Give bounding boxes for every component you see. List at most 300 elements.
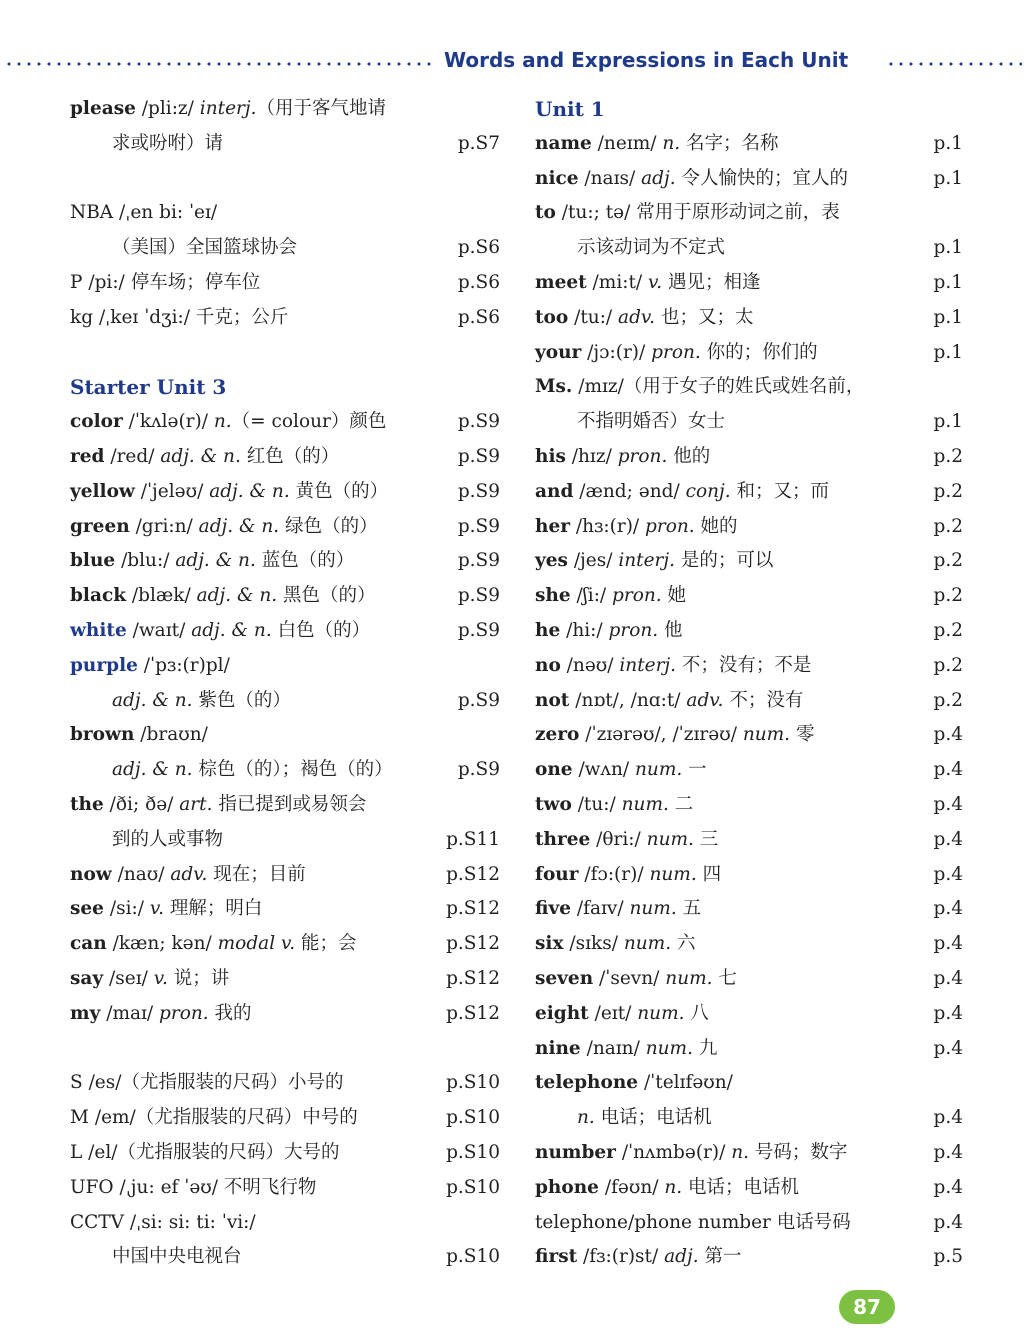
vocab-entry (70, 858, 500, 893)
entry-definition: 遇见；相逢 (662, 271, 761, 293)
entry-phonetic: /ˈjeləʊ/ (134, 480, 210, 502)
vocab-entry (535, 510, 963, 545)
entry-definition: 电话；电话机 (594, 1107, 712, 1129)
entry-part-of-speech: num. (637, 1002, 685, 1024)
entry-word: zero (535, 724, 580, 746)
entry-part-of-speech: num. (646, 828, 694, 850)
entry-definition: 电话号码 (776, 1211, 851, 1233)
vocab-entry (535, 301, 963, 336)
entry-word: nice (535, 167, 579, 189)
entry-definition: 说；讲 (167, 967, 230, 989)
vocab-entry (535, 127, 963, 162)
entry-phonetic: /blæk/ (126, 585, 197, 607)
vocab-entry (535, 718, 963, 753)
entry-definition: 名字；名称 (680, 132, 779, 154)
entry-definition: 号码；数字 (749, 1141, 848, 1163)
entry-page-ref: p.4 (933, 1141, 963, 1163)
entry-page-ref: p.4 (933, 933, 963, 955)
entry-page-ref: p.S9 (457, 411, 500, 433)
blank-line (70, 1032, 500, 1067)
entry-part-of-speech: interj. (199, 98, 257, 119)
entry-word: she (535, 585, 571, 607)
entry-definition: 蓝色（的） (255, 550, 355, 572)
vocab-entry (535, 858, 963, 893)
entry-part-of-speech: pron. (612, 585, 662, 607)
vocab-entry (535, 997, 963, 1032)
entry-page-ref: p.1 (933, 341, 963, 363)
entry-definition: 零 (790, 724, 815, 746)
entry-page-ref: p.2 (933, 445, 963, 467)
blank-line (70, 336, 500, 371)
entry-part-of-speech: num. (742, 724, 791, 746)
entry-word: NBA (70, 202, 114, 224)
entry-part-of-speech: adj. & n. (198, 515, 280, 537)
vocab-entry (70, 892, 500, 927)
entry-continuation (535, 1101, 963, 1136)
vocab-entry (70, 614, 500, 649)
entry-definition: 和；又；而 (730, 480, 829, 502)
page-number-badge: 87 (839, 1290, 895, 1324)
entry-definition: 六 (671, 933, 696, 955)
entry-phonetic: /seɪ/ (103, 967, 154, 989)
entry-phonetic: /waɪt/ (126, 619, 192, 641)
entry-page-ref: p.2 (933, 550, 963, 572)
entry-part-of-speech: num. (645, 1037, 693, 1059)
unit-heading-text: Unit 1 (535, 97, 605, 121)
entry-part-of-speech: adj. & n. (209, 480, 290, 502)
vocab-entry (70, 649, 500, 684)
entry-definition: 黑色（的） (277, 585, 376, 607)
entry-part-of-speech: n. (731, 1141, 750, 1163)
entry-part-of-speech: v. (648, 271, 663, 293)
entry-definition: 是的；可以 (675, 550, 774, 572)
entry-word: yellow (70, 480, 135, 502)
entry-phonetic: /maɪ/ (100, 1002, 160, 1024)
entry-definition: 八 (684, 1002, 709, 1024)
entry-definition: 一 (682, 759, 707, 781)
entry-definition: 不明飞行物 (223, 1176, 317, 1198)
entry-part-of-speech: pron. (651, 341, 701, 363)
entry-definition: 不指明婚否）女士 (577, 411, 726, 433)
entry-page-ref: p.S12 (446, 863, 500, 885)
entry-part-of-speech: conj. (685, 480, 731, 502)
entry-phonetic: /si:/ (103, 898, 150, 920)
entry-phonetic: /ˈpɜ:(r)pl/ (137, 654, 230, 676)
entry-definition: 四 (696, 863, 722, 885)
entry-word: color (70, 411, 123, 433)
entry-definition: 现在；目前 (207, 863, 306, 885)
entry-phonetic: /jɔ:(r)/ (581, 341, 652, 363)
vocab-entry (535, 579, 963, 614)
entry-phonetic: /jes/ (567, 550, 619, 572)
entry-definition: 他 (658, 619, 683, 641)
entry-definition: 停车场；停车位 (130, 271, 261, 293)
entry-phonetic: /pli:z/ (135, 98, 200, 119)
vocab-entry (535, 823, 963, 858)
entry-definition: 到的人或事物 (112, 828, 224, 850)
entry-part-of-speech: num. (665, 967, 713, 989)
entry-part-of-speech: num. (649, 863, 697, 885)
entry-part-of-speech: interj. (619, 654, 677, 676)
entry-definition: 常用于原形动词之前，表 (636, 202, 840, 224)
blank-line (70, 162, 500, 197)
entry-definition: 九 (692, 1037, 718, 1059)
entry-word: seven (535, 967, 594, 989)
entry-word: his (535, 445, 566, 467)
entry-page-ref: p.S10 (446, 1141, 500, 1163)
entry-page-ref: p.2 (933, 654, 963, 676)
vocab-entry (70, 1206, 500, 1241)
entry-page-ref: p.S6 (457, 306, 500, 328)
entry-phonetic: /tu:; tə/ (555, 202, 637, 224)
entry-definition: 求或吩咐）请 (112, 132, 224, 154)
entry-word: eight (535, 1002, 589, 1024)
entry-word: purple (70, 654, 138, 676)
entry-word: yes (535, 550, 568, 572)
entry-part-of-speech: pron. (159, 1002, 209, 1024)
entry-word: CCTV (70, 1211, 125, 1233)
entry-phonetic: /neɪm/ (591, 132, 663, 154)
entry-definition: （用于女子的姓氏或姓名前， (623, 376, 865, 398)
entry-word: two (535, 793, 572, 815)
entry-page-ref: p.S10 (446, 1072, 500, 1094)
entry-phonetic: /ˌkeɪ ˈdʒi:/ (93, 306, 196, 328)
entry-word: your (535, 341, 582, 363)
entry-word: phone (535, 1176, 599, 1198)
vocab-entry (535, 962, 963, 997)
entry-phonetic: /ˌen bi: ˈeɪ/ (113, 202, 218, 224)
vocab-entry (70, 440, 500, 475)
entry-definition: 我的 (208, 1002, 252, 1024)
entry-part-of-speech: adv. (170, 863, 208, 885)
vocab-entry (535, 614, 963, 649)
entry-continuation (70, 684, 500, 719)
entry-definition: 不；没有；不是 (676, 654, 812, 676)
entry-definition: 她的 (694, 515, 738, 537)
entry-part-of-speech: n. (577, 1107, 595, 1129)
vocab-entry (535, 370, 963, 405)
entry-definition: （= colour）颜色 (231, 411, 387, 433)
entry-definition: 他的 (667, 445, 711, 467)
entry-word: now (70, 863, 112, 885)
entry-part-of-speech: v. (153, 967, 168, 989)
entry-continuation (70, 231, 500, 266)
entry-definition: 理解；明白 (163, 898, 263, 920)
entry-definition: 千克；公斤 (195, 306, 289, 328)
entry-part-of-speech: v. (149, 898, 164, 920)
entry-phonetic: /fɔ:(r)/ (578, 863, 650, 885)
entry-word: brown (70, 724, 135, 746)
entry-word: nine (535, 1037, 581, 1059)
vocab-entry (535, 1171, 963, 1206)
vocab-entry (535, 544, 963, 579)
entry-page-ref: p.S9 (457, 689, 500, 711)
entry-word: meet (535, 271, 587, 293)
vocab-entry (535, 649, 963, 684)
entry-phonetic: /mɪz/ (572, 376, 624, 398)
entry-phonetic: /gri:n/ (129, 515, 199, 537)
entry-phonetic: /ænd; ənd/ (573, 480, 686, 502)
entry-page-ref: p.4 (933, 1211, 963, 1233)
entry-part-of-speech: art. (179, 793, 213, 815)
entry-word: UFO (70, 1176, 114, 1198)
vocab-entry (70, 405, 500, 440)
entry-continuation (535, 405, 963, 440)
entry-part-of-speech: num. (623, 933, 672, 955)
entry-page-ref: p.S9 (457, 619, 500, 641)
entry-phonetic: /braʊn/ (134, 724, 208, 746)
entry-word: he (535, 619, 561, 641)
entry-page-ref: p.S10 (446, 1246, 500, 1268)
vocab-entry (70, 927, 500, 962)
entry-page-ref: p.4 (933, 1002, 963, 1024)
entry-word: L (70, 1141, 83, 1163)
vocab-entry (535, 892, 963, 927)
entry-phonetic: /wʌn/ (572, 759, 635, 781)
entry-word: first (535, 1246, 578, 1268)
entry-phonetic: /hi:/ (560, 619, 609, 641)
entry-definition: （美国）全国篮球协会 (112, 237, 298, 259)
entry-word: white (70, 619, 127, 641)
entry-part-of-speech: modal v. (217, 933, 296, 955)
vocab-entry (535, 162, 963, 197)
entry-definition: 指已提到或易领会 (212, 793, 367, 815)
entry-part-of-speech: adj. & n. (175, 550, 256, 572)
entry-part-of-speech: adj. & n. (191, 619, 272, 641)
entry-word: green (70, 515, 130, 537)
entry-word: can (70, 933, 107, 955)
vocab-entry (535, 196, 963, 231)
vocab-entry (70, 510, 500, 545)
vocab-entry (535, 440, 963, 475)
entry-part-of-speech: adj. & n. (160, 445, 241, 467)
vocab-entry (70, 1101, 500, 1136)
entry-word: red (70, 445, 105, 467)
entry-phonetic: /ˌsi: si: ti: ˈvi:/ (124, 1211, 256, 1233)
entry-definition: 黄色（的） (289, 480, 389, 502)
vocab-entry (70, 544, 500, 579)
entry-word: S (70, 1072, 83, 1094)
entry-phonetic: /mi:t/ (586, 271, 649, 293)
entry-page-ref: p.1 (933, 132, 963, 154)
entry-phonetic: /pi:/ (82, 271, 131, 293)
entry-page-ref: p.4 (933, 1107, 963, 1129)
entry-phonetic: /ˈnʌmbə(r)/ (615, 1141, 732, 1163)
vocab-entry (70, 92, 500, 127)
entry-definition: 也；又；太 (655, 306, 754, 328)
entry-part-of-speech: adv. (618, 306, 656, 328)
entry-word: black (70, 585, 127, 607)
entry-phonetic: /em/ (88, 1107, 136, 1129)
entry-page-ref: p.S6 (457, 271, 500, 293)
vocab-entry (535, 927, 963, 962)
entry-definition: 棕色（的）；褐色（的） (192, 759, 393, 781)
entry-word: Ms. (535, 376, 573, 398)
entry-part-of-speech: adj. & n. (196, 585, 278, 607)
entry-definition: 她 (661, 585, 687, 607)
entry-page-ref: p.1 (933, 271, 963, 293)
vocab-entry (535, 475, 963, 510)
entry-phonetic: /ʃi:/ (570, 585, 613, 607)
entry-page-ref: p.4 (933, 967, 963, 989)
vocab-entry (70, 962, 500, 997)
vocab-entry (535, 1136, 963, 1171)
entry-phonetic: /es/ (82, 1072, 122, 1094)
entry-definition: 三 (693, 828, 719, 850)
entry-word: to (535, 202, 556, 224)
entry-definition: 绿色（的） (279, 515, 378, 537)
entry-page-ref: p.4 (933, 898, 963, 920)
entry-part-of-speech: pron. (645, 515, 695, 537)
entry-phonetic: /red/ (104, 445, 161, 467)
entry-word: three (535, 828, 591, 850)
entry-page-ref: p.4 (933, 759, 963, 781)
entry-page-ref: p.4 (933, 793, 963, 815)
entry-word: and (535, 480, 574, 502)
entry-word: blue (70, 550, 116, 572)
entry-phonetic: /faɪv/ (570, 898, 630, 920)
entry-definition: （尤指服装的尺码）大号的 (117, 1141, 340, 1163)
entry-page-ref: p.2 (933, 585, 963, 607)
entry-page-ref: p.S12 (446, 933, 500, 955)
entry-page-ref: p.1 (933, 306, 963, 328)
entry-definition: 电话；电话机 (682, 1176, 800, 1198)
vocab-entry (70, 1066, 500, 1101)
entry-phonetic: /fɜ:(r)st/ (577, 1246, 665, 1268)
vocab-entry (535, 788, 963, 823)
entry-part-of-speech: n. (664, 1176, 683, 1198)
entry-part-of-speech: interj. (618, 550, 676, 572)
entry-part-of-speech: num. (621, 793, 669, 815)
entry-word: kg (70, 306, 94, 328)
entry-word: her (535, 515, 570, 537)
entry-word: see (70, 898, 104, 920)
entry-definition: （尤指服装的尺码）小号的 (121, 1072, 344, 1094)
entry-word: telephone/phone number (535, 1211, 771, 1233)
entry-definition: 示该动词为不定式 (577, 237, 726, 259)
entry-word: five (535, 898, 571, 920)
entry-continuation (70, 753, 500, 788)
entry-page-ref: p.S11 (446, 828, 500, 850)
entry-phonetic: /naʊ/ (111, 863, 171, 885)
vocab-entry (70, 301, 500, 336)
entry-definition: 你的；你们的 (700, 341, 818, 363)
entry-page-ref: p.4 (933, 863, 963, 885)
entry-definition: 七 (712, 967, 737, 989)
entry-page-ref: p.S7 (457, 132, 500, 154)
entry-word: one (535, 759, 573, 781)
unit-heading (70, 370, 500, 405)
entry-definition: 红色（的） (240, 445, 340, 467)
left-column (70, 92, 500, 1275)
vocab-entry (535, 684, 963, 719)
entry-page-ref: p.5 (933, 1246, 963, 1268)
entry-continuation (70, 823, 500, 858)
entry-phonetic: /nəʊ/ (560, 654, 620, 676)
page-header (0, 44, 1024, 78)
entry-phonetic: /ˌju: ef ˈəʊ/ (113, 1176, 224, 1198)
entry-continuation (70, 1240, 500, 1275)
entry-word: six (535, 933, 564, 955)
entry-phonetic: /θri:/ (590, 828, 647, 850)
entry-page-ref: p.4 (933, 828, 963, 850)
entry-page-ref: p.2 (933, 689, 963, 711)
entry-phonetic: /blu:/ (115, 550, 176, 572)
entry-page-ref: p.1 (933, 237, 963, 259)
entry-page-ref: p.4 (933, 724, 963, 746)
entry-phonetic: /ði; ðə/ (103, 793, 180, 815)
right-column (535, 92, 963, 1275)
entry-page-ref: p.S10 (446, 1107, 500, 1129)
entry-word: M (70, 1107, 89, 1129)
entry-part-of-speech: num. (629, 898, 677, 920)
entry-phonetic: /ˈtelɪfəʊn/ (638, 1072, 733, 1094)
entry-page-ref: p.1 (933, 167, 963, 189)
entry-definition: 第一 (698, 1246, 742, 1268)
entry-phonetic: /hɜ:(r)/ (569, 515, 646, 537)
entry-definition: （用于客气地请 (256, 98, 386, 119)
vocab-entry (535, 1240, 963, 1275)
vocab-entry (70, 579, 500, 614)
dotted-rule-right (886, 62, 1022, 66)
unit-heading-text: Starter Unit 3 (70, 375, 227, 400)
entry-definition: 中国中央电视台 (112, 1246, 242, 1268)
entry-page-ref: p.4 (933, 1037, 963, 1059)
entry-page-ref: p.S12 (446, 1002, 500, 1024)
entry-page-ref: p.2 (933, 515, 963, 537)
entry-part-of-speech: num. (635, 759, 683, 781)
entry-continuation (535, 231, 963, 266)
entry-page-ref: p.S9 (457, 480, 500, 502)
entry-word: the (70, 793, 104, 815)
entry-part-of-speech: pron. (617, 445, 668, 467)
entry-page-ref: p.S10 (446, 1176, 500, 1198)
vocab-entry (535, 753, 963, 788)
entry-word: four (535, 863, 579, 885)
entry-page-ref: p.1 (933, 411, 963, 433)
vocab-entry (70, 1171, 500, 1206)
entry-phonetic: /hɪz/ (565, 445, 618, 467)
entry-word: not (535, 689, 570, 711)
entry-word: no (535, 654, 561, 676)
vocab-entry (70, 997, 500, 1032)
entry-word: my (70, 1002, 101, 1024)
entry-phonetic: /sɪks/ (563, 933, 624, 955)
entry-word: name (535, 132, 592, 154)
entry-definition: 五 (676, 898, 702, 920)
entry-definition: 令人愉快的；宜人的 (675, 167, 848, 189)
entry-phonetic: /ˈsevn/ (593, 967, 666, 989)
entry-phonetic: /naɪs/ (578, 167, 642, 189)
header-title: Words and Expressions in Each Unit (444, 48, 849, 72)
entry-page-ref: p.S9 (457, 445, 500, 467)
vocab-entry (70, 266, 500, 301)
entry-definition: 能；会 (295, 933, 357, 955)
entry-page-ref: p.S12 (446, 898, 500, 920)
entry-page-ref: p.S9 (457, 585, 500, 607)
entry-page-ref: p.S9 (457, 550, 500, 572)
entry-definition: 紫色（的） (192, 689, 291, 711)
entry-phonetic: /nɒt/, /nɑ:t/ (569, 689, 687, 711)
vocab-entry (535, 1206, 963, 1241)
entry-part-of-speech: adj. (664, 1246, 699, 1268)
entry-phonetic: /eɪt/ (588, 1002, 638, 1024)
entry-phonetic: /tu:/ (568, 306, 619, 328)
vocab-entry (70, 718, 500, 753)
entry-continuation (70, 127, 500, 162)
entry-part-of-speech: n. (213, 411, 232, 433)
entry-part-of-speech: adj. & n. (112, 759, 193, 781)
